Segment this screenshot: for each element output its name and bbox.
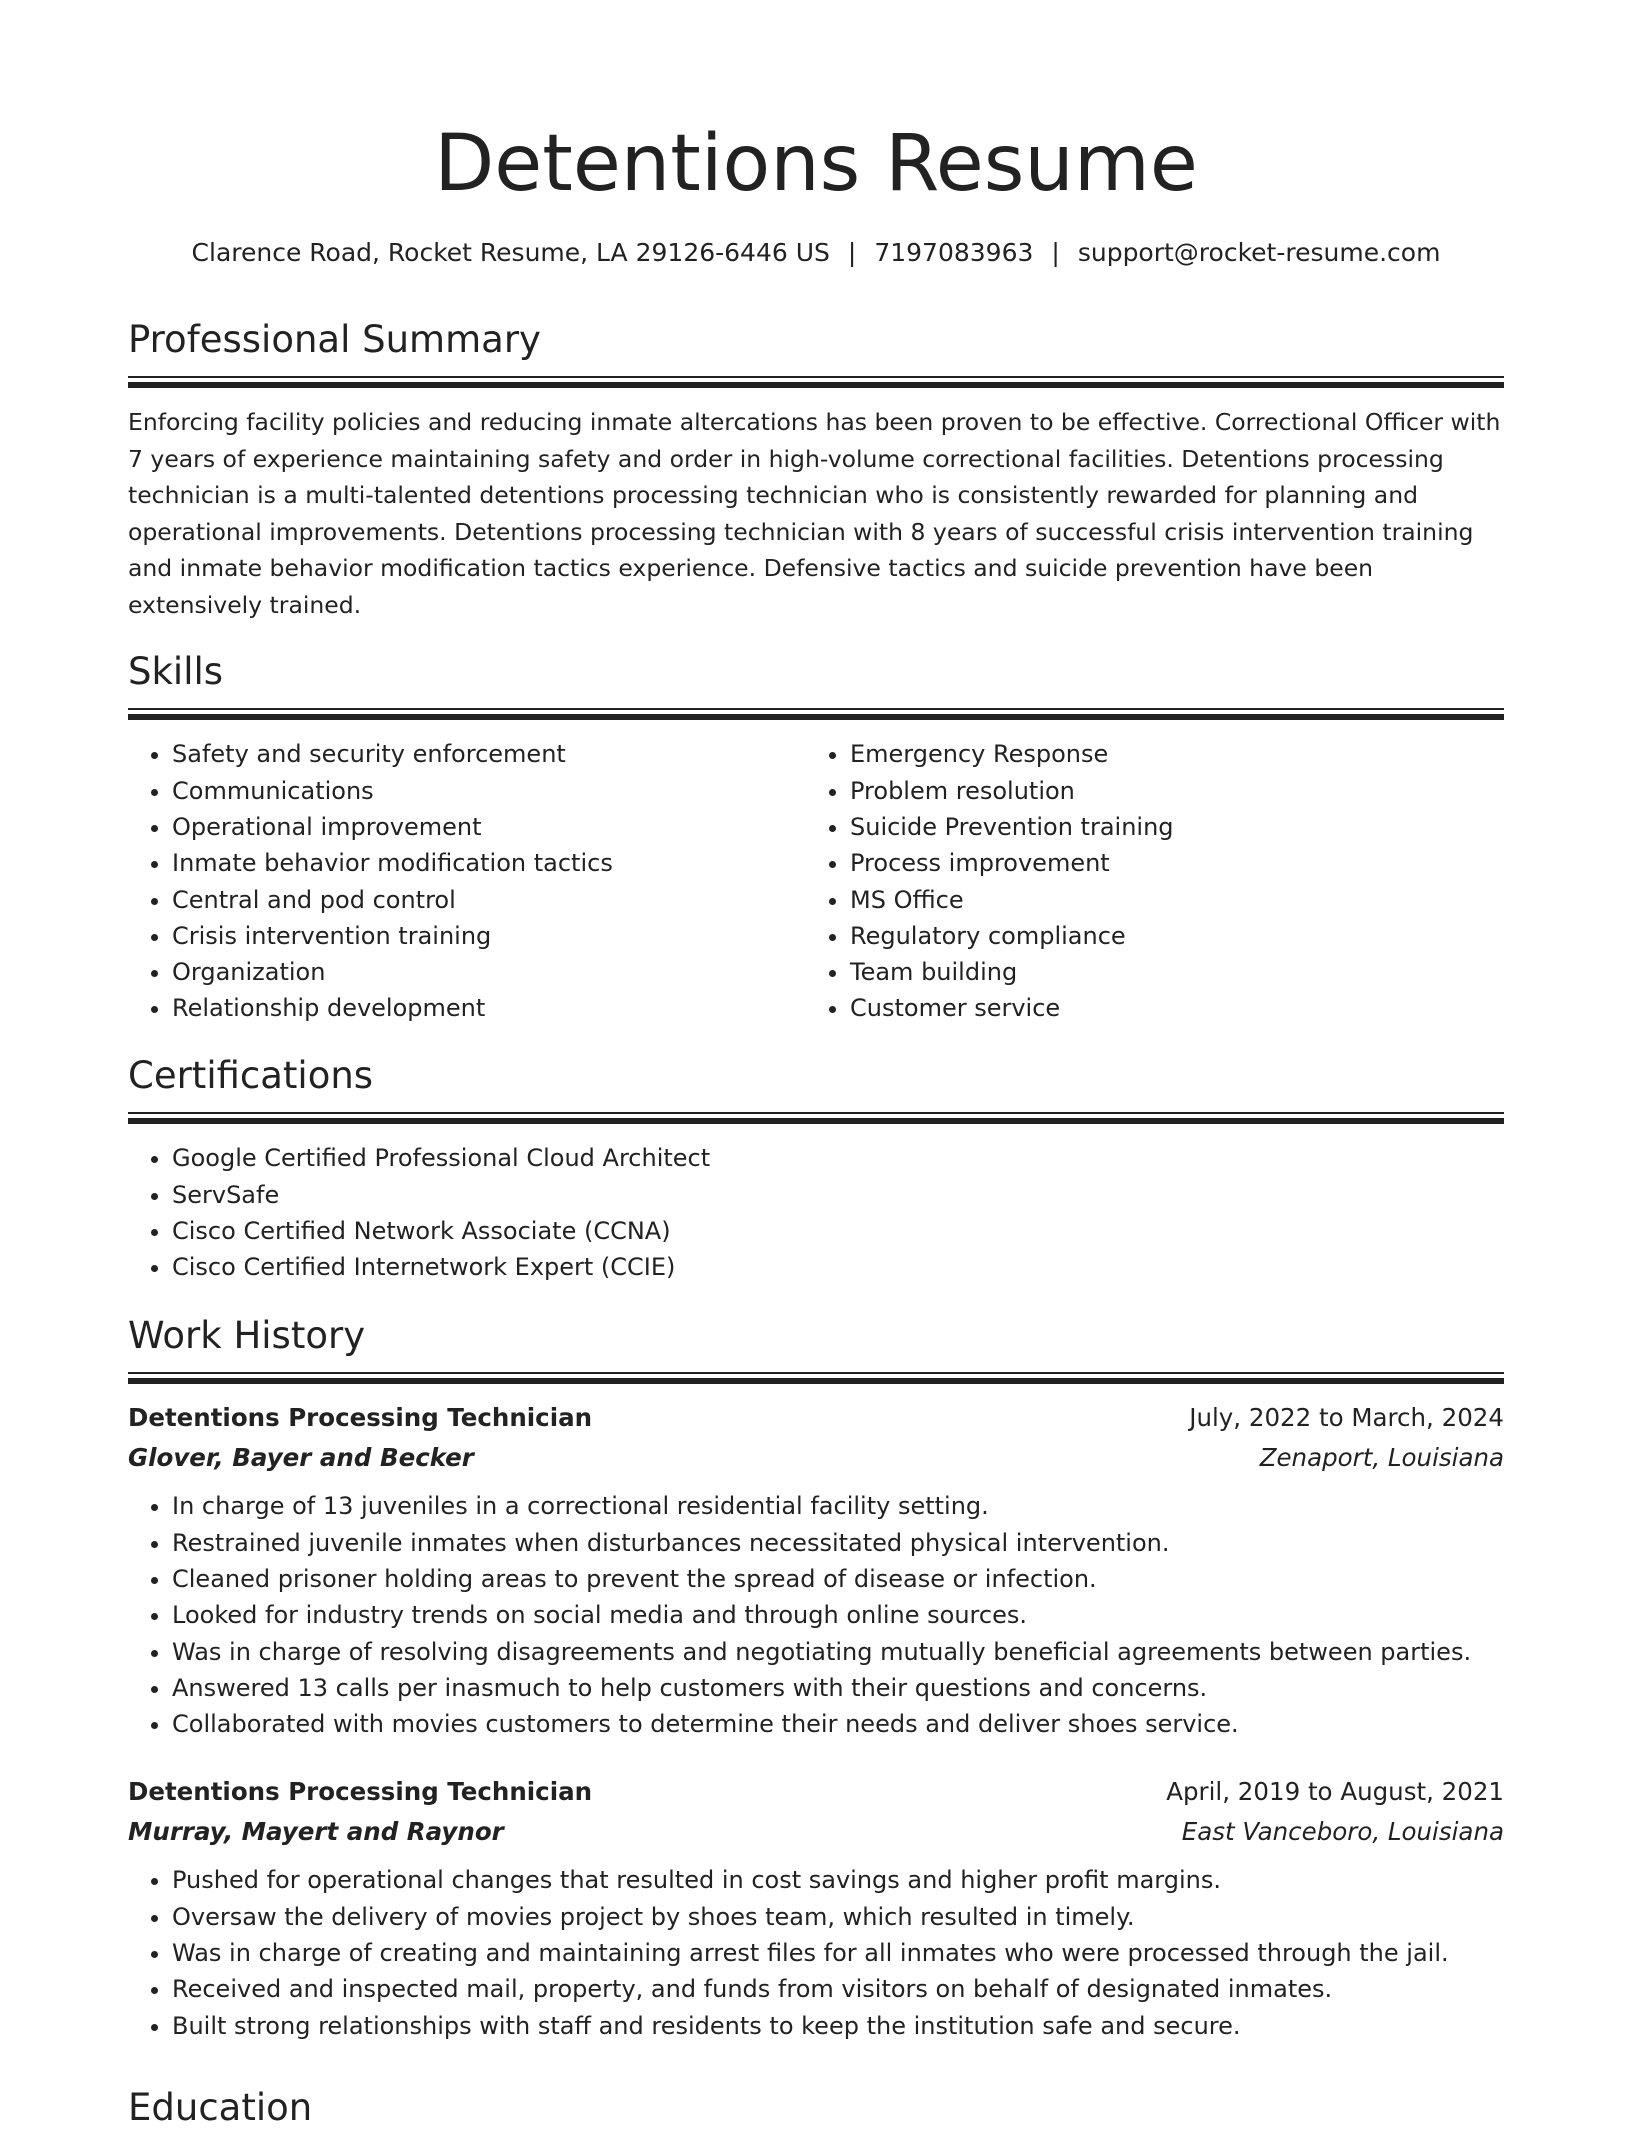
summary-title: Professional Summary	[128, 318, 541, 361]
skill-item: • Organization	[172, 954, 806, 990]
skill-item: • Operational improvement	[172, 809, 806, 845]
certification-item: • Google Certified Professional Cloud Architect	[172, 1140, 1504, 1176]
skills-column-left	[128, 736, 806, 1026]
skill-item: • Suicide Prevention training	[850, 809, 1484, 845]
certification-item: • Cisco Certified Internetwork Expert (CCIE)	[172, 1249, 1504, 1285]
job-location: East Vanceboro, Louisiana	[1181, 1817, 1504, 1847]
job-bullet: • Cleaned prisoner holding areas to prevent the spread of disease or infection.	[172, 1561, 1504, 1597]
contact-separator: |	[847, 238, 857, 267]
skill-item: • Process improvement	[850, 845, 1484, 881]
skill-item: • Inmate behavior modification tactics	[172, 845, 806, 881]
skills-grid	[128, 736, 1504, 1026]
education-section	[128, 2086, 1504, 2130]
skill-item: • Regulatory compliance	[850, 918, 1484, 954]
job-title: Detentions Processing Technician	[128, 1777, 593, 1807]
job-bullet: • Collaborated with movies customers to determine their needs and deliver shoes service.	[172, 1706, 1504, 1742]
certifications-title: Certifications	[128, 1054, 374, 1097]
section-divider	[128, 1378, 1504, 1384]
job-dates: July, 2022 to March, 2024	[1189, 1403, 1504, 1433]
certification-item: • ServSafe	[172, 1177, 1504, 1213]
skill-item: • Safety and security enforcement	[172, 736, 806, 772]
job-bullet: • Pushed for operational changes that resulted in cost savings and higher profit margins.	[172, 1862, 1504, 1898]
contact-address: Clarence Road, Rocket Resume, LA 29126-6446 US	[191, 238, 830, 267]
section-divider	[128, 1112, 1504, 1114]
section-divider	[128, 1118, 1504, 1124]
skill-item: • Relationship development	[172, 990, 806, 1026]
skills-column-right	[806, 736, 1484, 1026]
work-history-title: Work History	[128, 1314, 366, 1357]
job-bullet: • Answered 13 calls per inasmuch to help customers with their questions and concerns.	[172, 1670, 1504, 1706]
job-bullet: • Built strong relationships with staff and residents to keep the institution safe and secure.	[172, 2008, 1504, 2044]
job-header	[128, 1398, 1504, 1438]
job-company: Glover, Bayer and Becker	[128, 1443, 474, 1473]
job-bullet: • Received and inspected mail, property, and funds from visitors on behalf of designated inmates.	[172, 1971, 1504, 2007]
skill-item: • Crisis intervention training	[172, 918, 806, 954]
skill-item: • Customer service	[850, 990, 1484, 1026]
job-bullet: • Looked for industry trends on social media and through online sources.	[172, 1597, 1504, 1633]
section-divider	[128, 382, 1504, 388]
job-subheader	[128, 1812, 1504, 1852]
job-location: Zenaport, Louisiana	[1259, 1443, 1504, 1473]
section-divider	[128, 1372, 1504, 1374]
section-divider	[128, 376, 1504, 378]
work-history-section	[128, 1314, 1504, 2044]
contact-email: support@rocket-resume.com	[1077, 238, 1441, 267]
job-entry	[128, 1772, 1504, 2043]
skills-section	[128, 650, 1504, 1027]
skill-item: • Team building	[850, 954, 1484, 990]
job-bullet: • Was in charge of resolving disagreements and negotiating mutually beneficial agreements between parties.	[172, 1634, 1504, 1670]
skill-item: • Emergency Response	[850, 736, 1484, 772]
section-divider	[128, 714, 1504, 720]
skill-item: • Communications	[172, 773, 806, 809]
skill-item: • MS Office	[850, 882, 1484, 918]
contact-phone: 7197083963	[874, 238, 1034, 267]
job-dates: April, 2019 to August, 2021	[1166, 1777, 1504, 1807]
section-divider	[128, 708, 1504, 710]
job-title: Detentions Processing Technician	[128, 1403, 593, 1433]
job-header	[128, 1772, 1504, 1812]
job-subheader	[128, 1438, 1504, 1478]
job-bullet: • Was in charge of creating and maintaining arrest files for all inmates who were processed through the jail.	[172, 1935, 1504, 1971]
resume-name: Detentions Resume	[434, 119, 1198, 209]
certifications-section	[128, 1054, 1504, 1286]
skill-item: • Central and pod control	[172, 882, 806, 918]
certification-item: • Cisco Certified Network Associate (CCNA)	[172, 1213, 1504, 1249]
job-bullet: • Restrained juvenile inmates when disturbances necessitated physical intervention.	[172, 1525, 1504, 1561]
education-title: Education	[128, 2086, 313, 2129]
job-bullet: • In charge of 13 juveniles in a correctional residential facility setting.	[172, 1488, 1504, 1524]
skills-title: Skills	[128, 650, 224, 693]
summary-text: Enforcing facility policies and reducing inmate altercations has been proven to be effective. Correctional Officer with 7 years of experience maintaining safety and order in high-volume correctional facilities. Detentions processing technician is a multi-talented detentions processing technician who is consistently rewarded for planning and operational improvements. Detentions processing technician with 8 years of successful crisis intervention training and inmate behavior modification tactics experience. Defensive tactics and suicide prevention have been extensively trained.	[128, 408, 1501, 619]
job-entry	[128, 1398, 1504, 1742]
job-company: Murray, Mayert and Raynor	[128, 1817, 504, 1847]
skill-item: • Problem resolution	[850, 773, 1484, 809]
summary-section	[128, 318, 1504, 623]
contact-separator: |	[1051, 238, 1060, 267]
contact-line	[128, 238, 1504, 267]
job-bullet: • Oversaw the delivery of movies project by shoes team, which resulted in timely.	[172, 1899, 1504, 1935]
